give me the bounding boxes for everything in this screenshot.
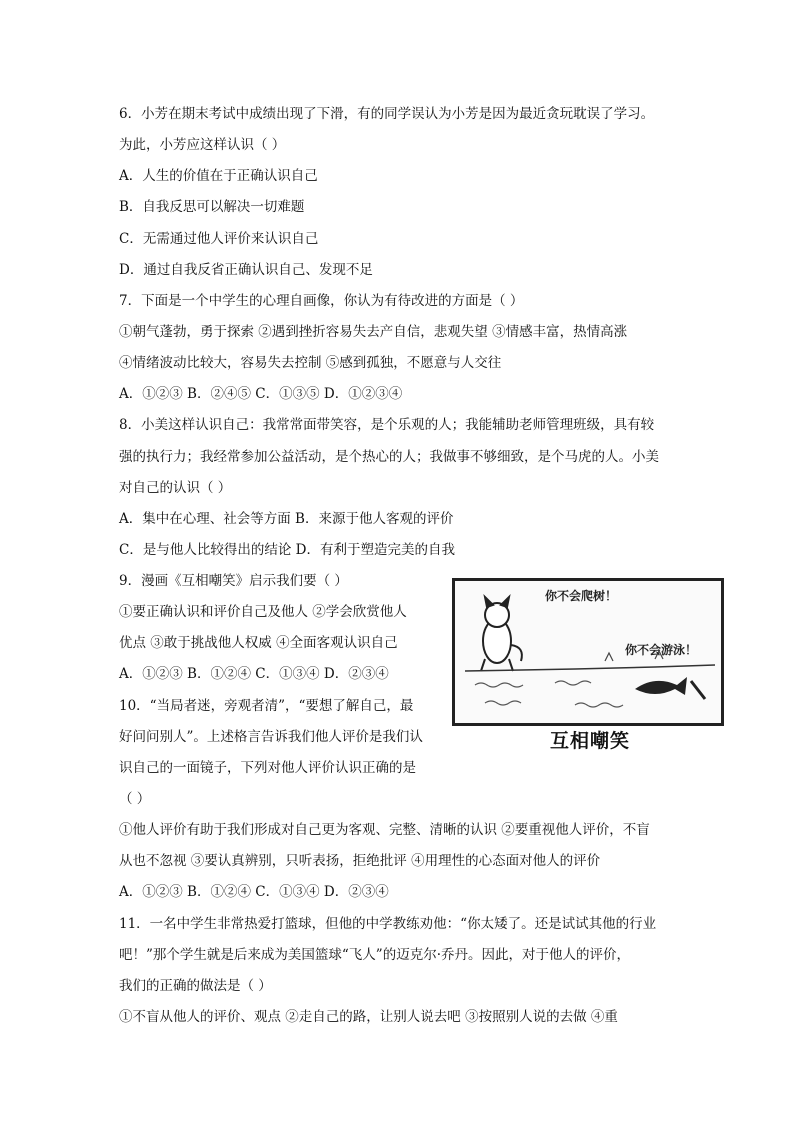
q9-items-line-2: 优点 ③敢于挑战他人权威 ④全面客观认识自己	[119, 635, 398, 651]
q11-stem-line-2: 吧！”那个学生就是后来成为美国篮球“飞人”的迈克尔·乔丹。因此，对于他人的评价，	[119, 947, 630, 963]
speech-bubble-bottom: 你不会游泳！	[625, 643, 698, 657]
q11-items-line-1: ①不盲从他人的评价、观点 ②走自己的路，让别人说去吧 ③按照别人说的去做 ④重	[119, 1009, 618, 1025]
q7-stem: 7．下面是一个中学生的心理自画像，你认为有待改进的方面是（ ）	[119, 293, 524, 309]
q7-items-line-2: ④情绪波动比较大，容易失去控制 ⑤感到孤独，不愿意与人交往	[119, 355, 502, 371]
q10-stem-line-4: （ ）	[119, 791, 151, 807]
q8-stem-line-1: 8．小美这样认识自己：我常常面带笑容，是个乐观的人；我能辅助老师管理班级，具有较	[119, 417, 655, 433]
q6-option-a: A．人生的价值在于正确认识自己	[119, 168, 318, 184]
water-waves	[475, 681, 623, 707]
q10-items-line-2: 从也不忽视 ③要认真辨别，只听表扬，拒绝批评 ④用理性的心态面对他人的评价	[119, 853, 601, 869]
q6-option-d: D．通过自我反省正确认识自己、发现不足	[119, 262, 373, 278]
q8-stem-line-2: 强的执行力；我经常参加公益活动，是个热心的人；我做事不够细致，是个马虎的人。小美	[119, 449, 659, 465]
q9-options: A．①②③ B．①②④ C．①③④ D．②③④	[119, 666, 389, 682]
cat-figure	[481, 597, 522, 671]
q10-stem-line-1: 10．“当局者迷，旁观者清”，“要想了解自己，最	[119, 698, 414, 714]
q9-items-line-1: ①要正确认识和评价自己及他人 ②学会欣赏他人	[119, 604, 407, 620]
speech-bubble-top: 你不会爬树！	[545, 589, 618, 603]
q8-options-cd: C．是与他人比较得出的结论 D．有利于塑造完美的自我	[119, 542, 455, 558]
q6-option-b: B．自我反思可以解决一切难题	[119, 199, 305, 215]
q10-stem-line-3: 识自己的一面镜子，下列对他人评价认识正确的是	[119, 760, 416, 776]
cartoon-mutual-mockery	[452, 578, 742, 760]
q9-stem: 9．漫画《互相嘲笑》启示我们要（ ）	[119, 573, 348, 589]
q7-items-line-1: ①朝气蓬勃，勇于探索 ②遇到挫折容易失去产自信，悲观失望 ③情感丰富，热情高涨	[119, 324, 628, 340]
q8-options-ab: A．集中在心理、社会等方面 B．来源于他人客观的评价	[119, 511, 454, 527]
cartoon-frame	[452, 578, 724, 726]
q10-options: A．①②③ B．①②④ C．①③④ D．②③④	[119, 884, 389, 900]
q8-stem-line-3: 对自己的认识（ ）	[119, 480, 232, 496]
q6-stem-line-2: 为此，小芳应这样认识（ ）	[119, 137, 286, 153]
q10-items-line-1: ①他人评价有助于我们形成对自己更为客观、完整、清晰的认识 ②要重视他人评价，不盲	[119, 822, 650, 838]
fish-figure	[635, 677, 705, 699]
q6-option-c: C．无需通过他人评价来认识自己	[119, 231, 319, 247]
q7-options: A．①②③ B．②④⑤ C．①③⑤ D．①②③④	[119, 386, 403, 402]
q10-stem-line-2: 好问问别人”。上述格言告诉我们他人评价是我们认	[119, 729, 423, 745]
cartoon-caption: 互相嘲笑	[550, 730, 631, 752]
q11-stem-line-3: 我们的正确的做法是（ ）	[119, 978, 272, 994]
q6-stem-line-1: 6．小芳在期末考试中成绩出现了下滑，有的同学误认为小芳是因为最近贪玩耽误了学习。	[119, 106, 655, 122]
shore-line	[465, 665, 715, 671]
q11-stem-line-1: 11．一名中学生非常热爱打篮球，但他的中学教练劝他：“你太矮了。还是试试其他的行业	[119, 916, 657, 932]
